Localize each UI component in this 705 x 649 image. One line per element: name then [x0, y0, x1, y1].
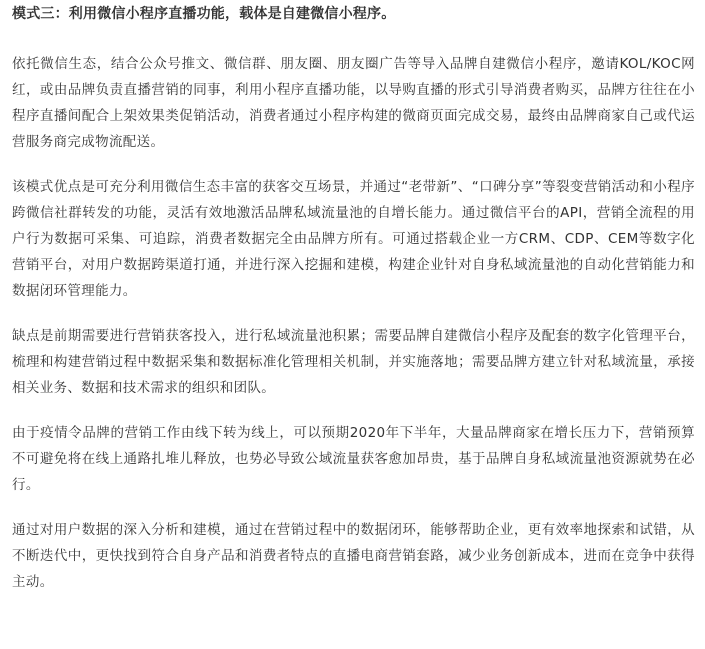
- paragraph-advantages: 该模式优点是可充分利用微信生态丰富的获客交互场景，并通过“老带新”、“口碑分享”等裂变营销活动和小程序跨微信社群转发的功能，灵活有效地激活品牌私域流量池的自增长能力。通过微信平台的API，营销全流程的用户行为数据可采集、可追踪，消费者数据完全由品牌方所有。可通过搭载企业一方CRM、CDP、CEM等数字化营销平台，对用户数据跨渠道打通，并进行深入挖掘和建模，构建企业针对自身私域流量池的自动化营销能力和数据闭环管理能力。: [12, 179, 695, 299]
- section-heading: 模式三：利用微信小程序直播功能，载体是自建微信小程序。: [12, 6, 396, 22]
- paragraph-pandemic-outlook: 由于疫情令品牌的营销工作由线下转为线上，可以预期2020年下半年，大量品牌商家在增长压力下，营销预算不可避免将在线上通路扎堆儿释放，也势必导致公域流量获客愈加昂贵，基于品牌自身私域流量池资源就势在必行。: [12, 425, 695, 493]
- paragraph-model-description: 依托微信生态，结合公众号推文、微信群、朋友圈、朋友圈广告等导入品牌自建微信小程序，邀请KOL/KOC网红，或由品牌负责直播营销的同事，利用小程序直播功能，以导购直播的形式引导消费者购买，品牌方往往在小程序直播间配合上架效果类促销活动，消费者通过小程序构建的微商页面完成交易，最终由品牌商家自己或代运营服务商完成物流配送。: [12, 56, 695, 150]
- paragraph-data-analysis: 通过对用户数据的深入分析和建模，通过在营销过程中的数据闭环，能够帮助企业，更有效率地探索和试错，从不断迭代中，更快找到符合自身产品和消费者特点的直播电商营销套路，减少业务创新成本，进而在竞争中获得主动。: [12, 522, 695, 590]
- paragraph-disadvantages: 缺点是前期需要进行营销获客投入，进行私域流量池积累；需要品牌自建微信小程序及配套的数字化管理平台，梳理和构建营销过程中数据采集和数据标准化管理相关机制，并实施落地；需要品牌方建立针对私域流量，承接相关业务、数据和技术需求的组织和团队。: [12, 328, 695, 396]
